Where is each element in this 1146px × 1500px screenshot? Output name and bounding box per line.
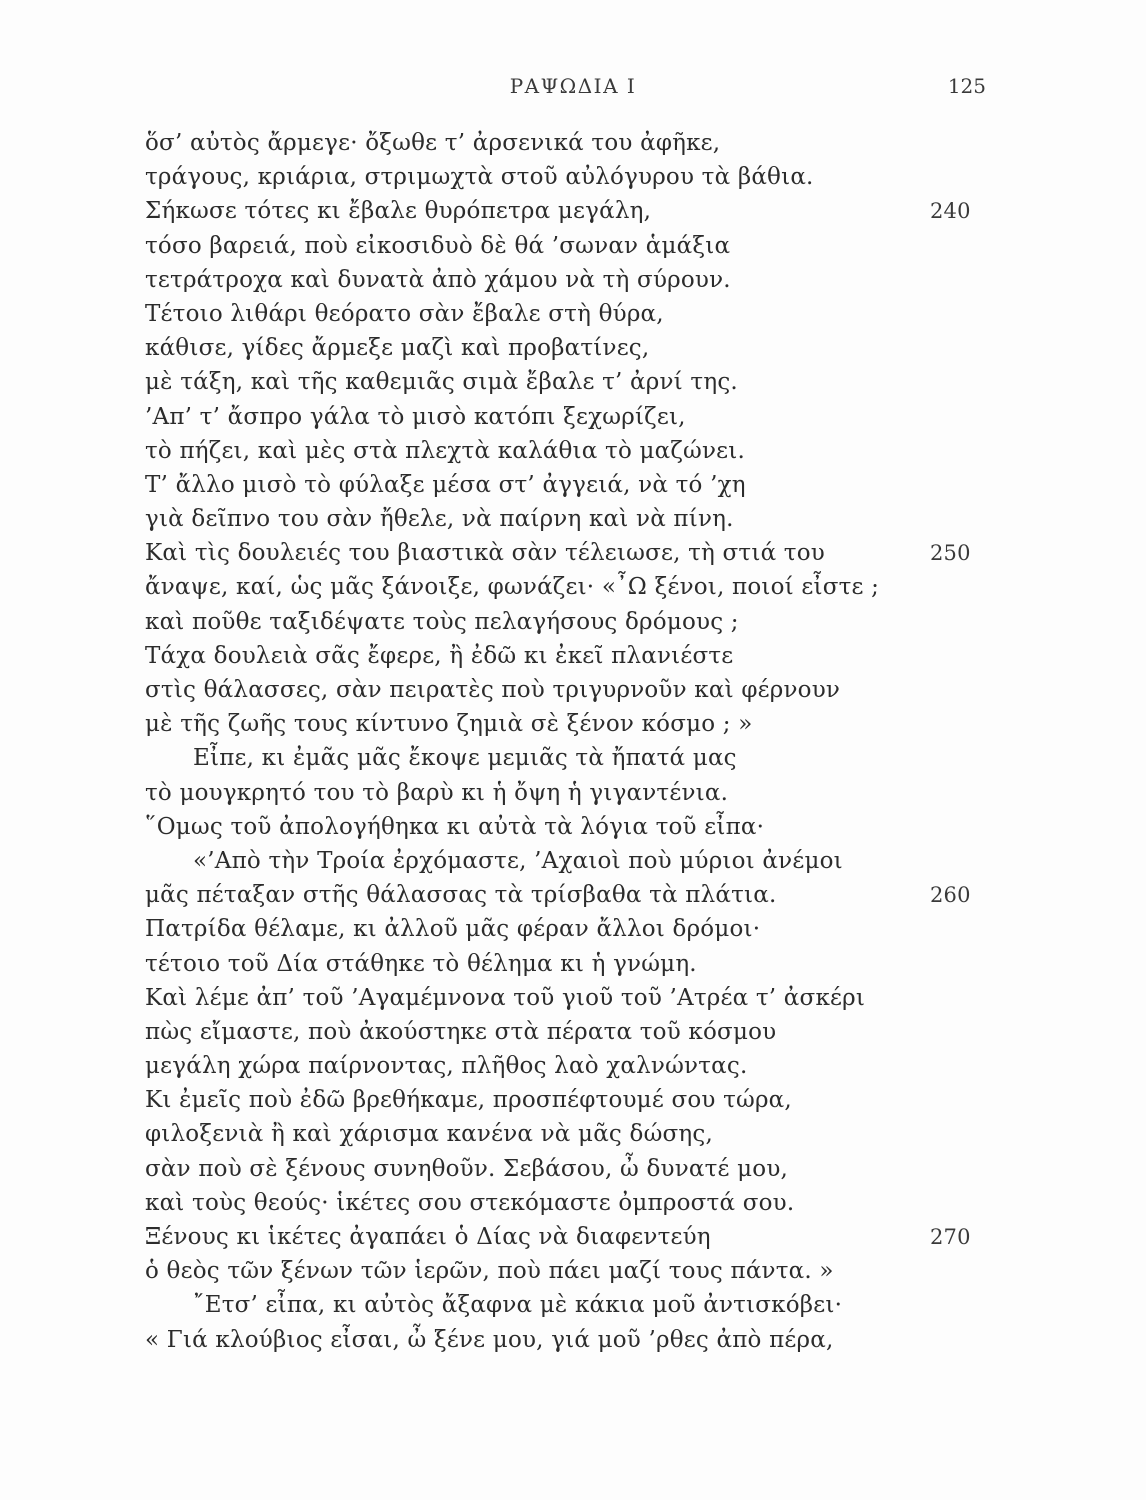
verse-text: « Γιά κλούβιος εἶσαι, ὦ ξένε μου, γιά μοῦ ’ρθες ἀπὸ πέρα, — [145, 1326, 834, 1353]
verse-line — [145, 126, 965, 160]
verse-line — [145, 673, 965, 707]
verse-text: μὲ τῆς ζωῆς τους κίντυνο ζημιὰ σὲ ξένον κόσμο ; » — [145, 711, 753, 738]
verse-text: ὅσ’ αὐτὸς ἄρμεγε· ὄξωθε τ’ ἀρσενικά του ἀφῆκε, — [145, 130, 721, 156]
verse-line — [145, 434, 965, 468]
verse-text: Σήκωσε τότες κι ἔβαλε θυρόπετρα μεγάλη, — [145, 198, 652, 225]
verse-text: τέτοιο τοῦ Δία στάθηκε τὸ θέλημα κι ἡ γνώμη. — [145, 950, 697, 977]
verse-text: Καὶ τὶς δουλειές του βιαστικὰ σὰν τέλειωσε, τὴ στιά του — [145, 540, 825, 567]
verse-text: κάθισε, γίδες ἄρμεξε μαζὶ καὶ προβατίνες, — [145, 335, 650, 362]
verse-line — [145, 502, 965, 536]
verse-text: ῞Ομως τοῦ ἀπολογήθηκα κι αὐτὰ τὰ λόγια τοῦ εἶπα· — [145, 813, 765, 840]
verse-text: Ξένους κι ἱκέτες ἀγαπάει ὁ Δίας νὰ διαφεντεύη — [145, 1224, 711, 1250]
verse-line — [145, 810, 965, 844]
verse-text: γιὰ δεῖπνο του σὰν ἤθελε, νὰ παίρνη καὶ νὰ πίνη. — [145, 506, 734, 533]
verse-text: ἄναψε, καί, ὡς μᾶς ξάνοιξε, φωνάζει· «῏Ω ξένοι, ποιοί εἶστε ; — [145, 574, 880, 601]
verse-block — [145, 126, 971, 1357]
verse-line — [145, 570, 965, 604]
verse-line — [145, 981, 965, 1015]
verse-line — [145, 263, 965, 297]
verse-text: μεγάλη χώρα παίρνοντας, πλῆθος λαὸ χαλνώντας. — [145, 1053, 748, 1080]
verse-line — [145, 1049, 965, 1083]
line-number: 250 — [930, 541, 971, 566]
verse-line — [145, 844, 965, 878]
verse-text: μὲ τάξη, καὶ τῆς καθεμιᾶς σιμὰ ἔβαλε τ’ ἀρνί της. — [145, 369, 738, 396]
verse-text: Τέτοιο λιθάρι θεόρατο σὰν ἔβαλε στὴ θύρα, — [145, 300, 664, 327]
verse-line — [145, 878, 971, 912]
verse-line — [145, 194, 971, 228]
verse-text: Τ’ ἄλλο μισὸ τὸ φύλαξε μέσα στ’ ἀγγειά, νὰ τό ’χη — [145, 471, 746, 498]
verse-line — [145, 639, 965, 673]
verse-line — [145, 1117, 965, 1151]
verse-line — [145, 947, 965, 981]
verse-line — [145, 160, 965, 194]
verse-text: ὁ θεὸς τῶν ξένων τῶν ἱερῶν, ποὺ πάει μαζί τους πάντα. » — [145, 1258, 834, 1285]
verse-text: Κι ἐμεῖς ποὺ ἐδῶ βρεθήκαμε, προσπέφτουμέ σου τώρα, — [145, 1087, 792, 1114]
verse-line — [145, 776, 965, 810]
verse-line — [145, 1015, 965, 1049]
verse-line — [145, 1254, 965, 1288]
verse-text: καὶ ποῦθε ταξιδέψατε τοὺς πελαγήσους δρόμους ; — [145, 608, 739, 635]
verse-text: σὰν ποὺ σὲ ξένους συνηθοῦν. Σεβάσου, ὦ δυνατέ μου, — [145, 1155, 789, 1182]
verse-text: φιλοξενιὰ ἢ καὶ χάρισμα κανένα νὰ μᾶς δώσης, — [145, 1121, 713, 1148]
running-title: ΡΑΨΩΔΙΑ Ι — [509, 74, 637, 98]
page-number: 125 — [947, 74, 986, 98]
verse-line — [145, 741, 965, 775]
verse-text: πὼς εἴμαστε, ποὺ ἀκούστηκε στὰ πέρατα τοῦ κόσμου — [145, 1018, 777, 1045]
verse-line — [145, 1152, 965, 1186]
verse-text: στὶς θάλασσες, σὰν πειρατὲς ποὺ τριγυρνοῦν καὶ φέρνουν — [145, 677, 841, 703]
verse-line — [145, 331, 965, 365]
verse-line — [145, 400, 965, 434]
verse-line — [145, 1288, 965, 1322]
verse-line — [145, 605, 965, 639]
verse-text: Τάχα δουλειὰ σᾶς ἔφερε, ἢ ἐδῶ κι ἐκεῖ πλανιέστε — [145, 642, 734, 669]
verse-text: καὶ τοὺς θεούς· ἱκέτες σου στεκόμαστε ὀμπροστά σου. — [145, 1189, 795, 1216]
line-number: 240 — [930, 199, 971, 224]
verse-text: τετράτροχα καὶ δυνατὰ ἀπὸ χάμου νὰ τὴ σύρουν. — [145, 266, 731, 293]
verse-text: ’Απ’ τ’ ἄσπρο γάλα τὸ μισὸ κατόπι ξεχωρίζει, — [145, 403, 686, 430]
verse-line — [145, 1083, 965, 1117]
verse-text: τὸ πήζει, καὶ μὲς στὰ πλεχτὰ καλάθια τὸ μαζώνει. — [145, 437, 746, 464]
running-head — [0, 74, 1146, 104]
verse-line — [145, 229, 965, 263]
verse-text: τράγους, κριάρια, στριμωχτὰ στοῦ αὐλόγυρου τὰ βάθια. — [145, 164, 814, 191]
verse-line — [145, 297, 965, 331]
verse-text: Εἶπε, κι ἐμᾶς μᾶς ἔκοψε μεμιᾶς τὰ ἤπατά μας — [193, 745, 737, 772]
line-number: 270 — [930, 1225, 971, 1249]
verse-line — [145, 707, 965, 741]
verse-text: Καὶ λέμε ἀπ’ τοῦ ’Αγαμέμνονα τοῦ γιοῦ τοῦ ’Ατρέα τ’ ἀσκέρι — [145, 984, 866, 1011]
verse-line — [145, 912, 965, 946]
verse-text: μᾶς πέταξαν στῆς θάλασσας τὰ τρίσβαθα τὰ πλάτια. — [145, 882, 777, 909]
verse-text: τὸ μουγκρητό του τὸ βαρὺ κι ἡ ὄψη ἡ γιγαντένια. — [145, 779, 729, 806]
verse-line — [145, 1323, 965, 1357]
verse-text: τόσο βαρειά, ποὺ εἰκοσιδυὸ δὲ θά ’σωναν ἁμάξια — [145, 232, 731, 259]
verse-line — [145, 1220, 971, 1254]
verse-text: «’Απὸ τὴν Τροία ἐρχόμαστε, ’Αχαιοὶ ποὺ μύριοι ἀνέμοι — [193, 847, 843, 874]
verse-line — [145, 365, 965, 399]
verse-text: ῎Ετσ’ εἶπα, κι αὐτὸς ἄξαφνα μὲ κάκια μοῦ ἀντισκόβει· — [193, 1292, 843, 1319]
verse-line — [145, 536, 971, 570]
line-number: 260 — [930, 883, 971, 908]
verse-line — [145, 1186, 965, 1220]
verse-text: Πατρίδα θέλαμε, κι ἀλλοῦ μᾶς φέραν ἄλλοι δρόμοι· — [145, 916, 761, 943]
verse-line — [145, 468, 965, 502]
